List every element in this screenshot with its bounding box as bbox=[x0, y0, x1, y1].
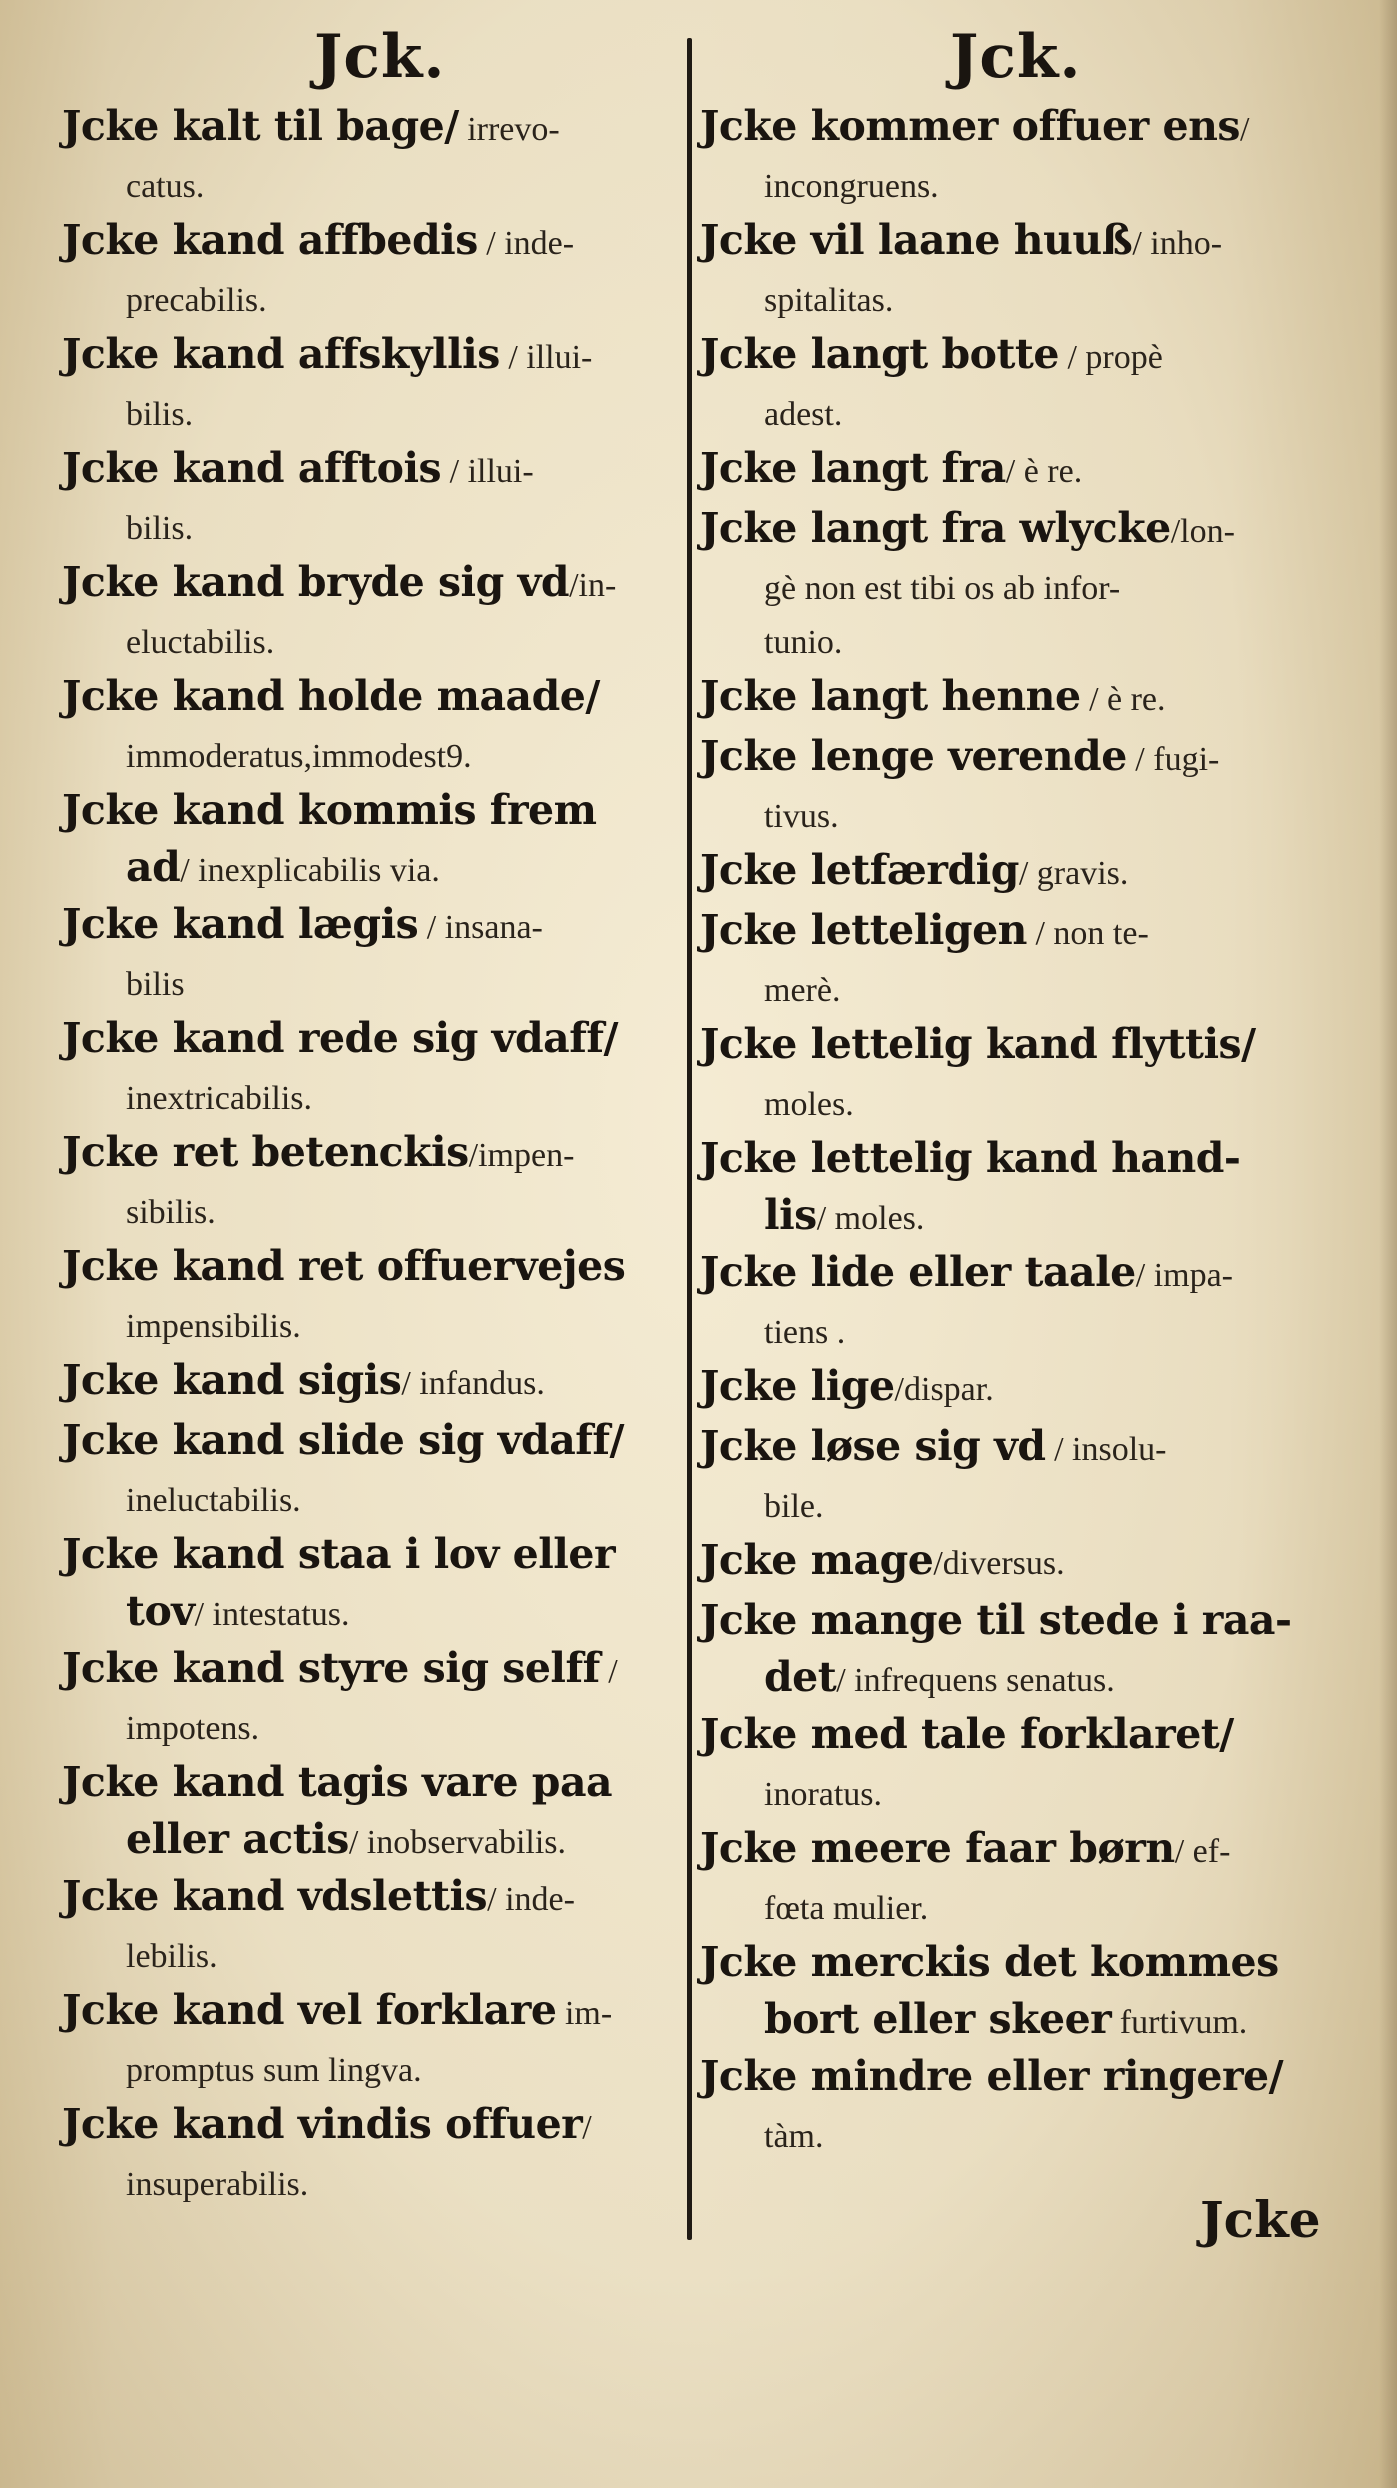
latin-gloss: / è re. bbox=[1005, 453, 1083, 490]
latin-gloss: inextricabilis. bbox=[126, 1080, 313, 1117]
latin-gloss: / è re. bbox=[1080, 681, 1166, 718]
entry-headline bbox=[62, 666, 682, 726]
entry-continuation bbox=[700, 558, 1320, 612]
dictionary-entry bbox=[700, 2046, 1320, 2160]
latin-gloss: / bbox=[599, 1653, 618, 1690]
entry-headline bbox=[700, 210, 1320, 270]
dictionary-entry bbox=[62, 894, 682, 1008]
danish-term: Jcke langt fra wlycke bbox=[700, 504, 1171, 552]
dictionary-entry bbox=[700, 1242, 1320, 1356]
entry-continuation bbox=[62, 156, 682, 210]
latin-gloss: / infrequens senatus. bbox=[836, 1662, 1115, 1699]
danish-term: Jcke kand vindis offuer bbox=[62, 2100, 583, 2148]
latin-gloss: tunio. bbox=[764, 624, 843, 661]
entry-headline bbox=[62, 780, 682, 840]
danish-term: eller actis bbox=[126, 1815, 349, 1863]
danish-term: Jcke kand vdslettis bbox=[62, 1872, 488, 1920]
danish-term: Jcke kand tagis vare paa bbox=[62, 1758, 613, 1806]
danish-term: Jcke langt fra bbox=[700, 444, 1006, 492]
danish-term: Jcke kand kommis frem bbox=[62, 786, 597, 834]
left-running-head: Jck. bbox=[314, 22, 446, 92]
entry-headline bbox=[700, 438, 1320, 498]
latin-gloss: / inexplicabilis via. bbox=[180, 852, 440, 889]
danish-term: Jcke merckis det kommes bbox=[700, 1938, 1279, 1986]
danish-term: Jcke lenge verende bbox=[700, 732, 1127, 780]
entry-continuation bbox=[62, 1182, 682, 1236]
danish-term: lis bbox=[764, 1191, 817, 1239]
entry-continuation bbox=[62, 498, 682, 552]
danish-term: Jcke kand staa i lov eller bbox=[62, 1530, 616, 1578]
latin-gloss: /lon- bbox=[1170, 513, 1235, 550]
entry-continuation bbox=[62, 726, 682, 780]
entry-headline bbox=[700, 1242, 1320, 1302]
latin-gloss: bilis. bbox=[126, 510, 194, 547]
latin-gloss: / bbox=[582, 2109, 592, 2146]
latin-gloss: inoratus. bbox=[764, 1776, 883, 1813]
entry-headline bbox=[700, 726, 1320, 786]
dictionary-entry bbox=[62, 1410, 682, 1524]
column-divider bbox=[687, 38, 692, 2240]
latin-gloss: / fugi- bbox=[1126, 741, 1220, 778]
dictionary-entry bbox=[700, 1356, 1320, 1416]
dictionary-entry bbox=[700, 1530, 1320, 1590]
entry-continuation bbox=[700, 612, 1320, 666]
entry-headline bbox=[62, 324, 682, 384]
latin-gloss: adest. bbox=[764, 396, 843, 433]
latin-gloss: impensibilis. bbox=[126, 1308, 301, 1345]
latin-gloss: / moles. bbox=[816, 1200, 925, 1237]
latin-gloss: / intestatus. bbox=[194, 1596, 350, 1633]
entry-headline bbox=[62, 438, 682, 498]
dictionary-entry bbox=[62, 1008, 682, 1122]
danish-term: tov bbox=[126, 1587, 195, 1635]
latin-gloss: / insana- bbox=[418, 909, 543, 946]
dictionary-entry bbox=[62, 1638, 682, 1752]
entry-headline bbox=[62, 2094, 682, 2154]
entry-headline bbox=[62, 1122, 682, 1182]
entry-headline bbox=[62, 210, 682, 270]
danish-term: ad bbox=[126, 843, 181, 891]
right-entry-list bbox=[700, 96, 1320, 2160]
dictionary-entry bbox=[700, 1416, 1320, 1530]
entry-continuation bbox=[62, 1068, 682, 1122]
danish-term: Jcke med tale forklaret/ bbox=[700, 1710, 1234, 1758]
danish-term: Jcke kommer offuer ens bbox=[700, 102, 1240, 150]
danish-term: Jcke kand slide sig vdaff/ bbox=[62, 1416, 625, 1464]
entry-continuation bbox=[62, 1926, 682, 1980]
danish-term: Jcke mage bbox=[700, 1536, 934, 1584]
latin-gloss: /diversus. bbox=[933, 1545, 1065, 1582]
entry-headline bbox=[62, 1350, 682, 1410]
latin-gloss: incongruens. bbox=[764, 168, 939, 205]
danish-term: Jcke meere faar børn bbox=[700, 1824, 1175, 1872]
latin-gloss: / ef- bbox=[1174, 1833, 1231, 1870]
latin-gloss: precabilis. bbox=[126, 282, 267, 319]
danish-term: Jcke langt botte bbox=[700, 330, 1059, 378]
dictionary-entry bbox=[700, 96, 1320, 210]
danish-term: Jcke løse sig vd bbox=[700, 1422, 1046, 1470]
entry-headline bbox=[700, 1416, 1320, 1476]
entry-headline bbox=[62, 552, 682, 612]
danish-term: Jcke kand styre sig selff bbox=[62, 1644, 600, 1692]
latin-gloss: insuperabilis. bbox=[126, 2166, 309, 2203]
latin-gloss: bile. bbox=[764, 1488, 824, 1525]
entry-headline bbox=[700, 840, 1320, 900]
dictionary-entry bbox=[700, 1014, 1320, 1128]
dictionary-entry bbox=[62, 552, 682, 666]
dictionary-entry bbox=[700, 1128, 1320, 1242]
latin-gloss: gè non est tibi os ab infor- bbox=[764, 570, 1121, 607]
dictionary-entry bbox=[700, 210, 1320, 324]
entry-headline bbox=[700, 1704, 1320, 1764]
danish-term: Jcke lige bbox=[700, 1362, 895, 1410]
dictionary-entry bbox=[62, 1524, 682, 1638]
danish-term: Jcke lettelig kand hand- bbox=[700, 1134, 1241, 1182]
entry-headline bbox=[62, 1524, 682, 1584]
latin-gloss: impotens. bbox=[126, 1710, 260, 1747]
entry-continuation bbox=[62, 270, 682, 324]
latin-gloss: /in- bbox=[569, 567, 617, 604]
entry-continuation bbox=[62, 2040, 682, 2094]
dictionary-entry bbox=[62, 780, 682, 894]
latin-gloss: tivus. bbox=[764, 798, 839, 835]
entry-continuation bbox=[700, 1992, 1320, 2046]
entry-headline bbox=[62, 96, 682, 156]
entry-headline bbox=[700, 96, 1320, 156]
entry-continuation bbox=[700, 384, 1320, 438]
entry-headline bbox=[62, 1980, 682, 2040]
danish-term: bort eller skeer bbox=[764, 1995, 1112, 2043]
entry-continuation bbox=[62, 1812, 682, 1866]
latin-gloss: immoderatus,immodest9. bbox=[126, 738, 472, 775]
danish-term: Jcke kand rede sig vdaff/ bbox=[62, 1014, 618, 1062]
latin-gloss: im- bbox=[556, 1995, 613, 2032]
latin-gloss: / illui- bbox=[441, 453, 534, 490]
latin-gloss: furtivum. bbox=[1111, 2004, 1248, 2041]
latin-gloss: merè. bbox=[764, 972, 841, 1009]
entry-continuation bbox=[62, 612, 682, 666]
latin-gloss: bilis bbox=[126, 966, 185, 1003]
danish-term: Jcke lide eller taale bbox=[700, 1248, 1136, 1296]
dictionary-entry bbox=[62, 1122, 682, 1236]
entry-continuation bbox=[700, 786, 1320, 840]
dictionary-entry bbox=[700, 900, 1320, 1014]
danish-term: Jcke vil laane huuß bbox=[700, 216, 1133, 264]
dictionary-entry bbox=[700, 498, 1320, 666]
entry-continuation bbox=[700, 960, 1320, 1014]
danish-term: Jcke kalt til bage/ bbox=[62, 102, 459, 150]
entry-headline bbox=[62, 1410, 682, 1470]
page-edge-shadow bbox=[1379, 0, 1397, 2488]
entry-continuation bbox=[62, 1584, 682, 1638]
entry-continuation bbox=[700, 156, 1320, 210]
latin-gloss: / propè bbox=[1058, 339, 1163, 376]
danish-term: Jcke kand sigis bbox=[62, 1356, 402, 1404]
entry-headline bbox=[700, 1530, 1320, 1590]
latin-gloss: / impa- bbox=[1135, 1257, 1234, 1294]
latin-gloss: / insolu- bbox=[1045, 1431, 1167, 1468]
latin-gloss: / gravis. bbox=[1018, 855, 1129, 892]
danish-term: Jcke kand affskyllis bbox=[62, 330, 500, 378]
entry-headline bbox=[700, 1014, 1320, 1074]
entry-headline bbox=[62, 1008, 682, 1068]
dictionary-entry bbox=[700, 726, 1320, 840]
latin-gloss: lebilis. bbox=[126, 1938, 218, 1975]
entry-continuation bbox=[700, 1302, 1320, 1356]
latin-gloss: / inde- bbox=[477, 225, 575, 262]
right-running-head: Jck. bbox=[950, 22, 1082, 92]
danish-term: Jcke letfærdig bbox=[700, 846, 1019, 894]
danish-term: Jcke kand ret offuervejes bbox=[62, 1242, 626, 1290]
danish-term: Jcke kand bryde sig vd bbox=[62, 558, 570, 606]
dictionary-entry bbox=[62, 1866, 682, 1980]
dictionary-entry bbox=[700, 666, 1320, 726]
danish-term: Jcke kand vel forklare bbox=[62, 1986, 557, 2034]
catchword: Jcke bbox=[1200, 2190, 1321, 2249]
dictionary-entry bbox=[62, 2094, 682, 2208]
entry-continuation bbox=[62, 840, 682, 894]
dictionary-entry bbox=[62, 1236, 682, 1350]
latin-gloss: sibilis. bbox=[126, 1194, 216, 1231]
entry-continuation bbox=[62, 1698, 682, 1752]
latin-gloss: / bbox=[1239, 111, 1250, 148]
dictionary-entry bbox=[700, 1818, 1320, 1932]
dictionary-entry bbox=[700, 1590, 1320, 1704]
entry-continuation bbox=[62, 954, 682, 1008]
entry-headline bbox=[62, 894, 682, 954]
dictionary-entry bbox=[700, 438, 1320, 498]
entry-continuation bbox=[700, 1476, 1320, 1530]
latin-gloss: eluctabilis. bbox=[126, 624, 275, 661]
dictionary-entry bbox=[62, 666, 682, 780]
danish-term: Jcke ret betenckis bbox=[62, 1128, 469, 1176]
dictionary-entry bbox=[700, 1704, 1320, 1818]
entry-headline bbox=[700, 666, 1320, 726]
entry-continuation bbox=[62, 2154, 682, 2208]
latin-gloss: ineluctabilis. bbox=[126, 1482, 301, 1519]
entry-continuation bbox=[700, 1188, 1320, 1242]
danish-term: Jcke mange til stede i raa- bbox=[700, 1596, 1292, 1644]
latin-gloss: bilis. bbox=[126, 396, 194, 433]
dictionary-entry bbox=[62, 1350, 682, 1410]
latin-gloss: spitalitas. bbox=[764, 282, 894, 319]
entry-headline bbox=[700, 2046, 1320, 2106]
latin-gloss: promptus sum lingva. bbox=[126, 2052, 422, 2089]
latin-gloss: / illui- bbox=[499, 339, 593, 376]
dictionary-entry bbox=[62, 324, 682, 438]
danish-term: Jcke mindre eller ringere/ bbox=[700, 2052, 1284, 2100]
danish-term: Jcke kand holde maade/ bbox=[62, 672, 600, 720]
latin-gloss: / non te- bbox=[1026, 915, 1149, 952]
dictionary-entry bbox=[62, 1980, 682, 2094]
entry-headline bbox=[700, 1818, 1320, 1878]
entry-headline bbox=[700, 1356, 1320, 1416]
entry-continuation bbox=[62, 1470, 682, 1524]
entry-continuation bbox=[62, 1296, 682, 1350]
latin-gloss: / inho- bbox=[1132, 225, 1223, 262]
danish-term: Jcke kand afftois bbox=[62, 444, 442, 492]
dictionary-entry bbox=[700, 840, 1320, 900]
entry-headline bbox=[62, 1752, 682, 1812]
latin-gloss: tiens . bbox=[764, 1314, 846, 1351]
entry-headline bbox=[700, 1128, 1320, 1188]
danish-term: Jcke letteligen bbox=[700, 906, 1027, 954]
entry-continuation bbox=[700, 1074, 1320, 1128]
dictionary-entry bbox=[700, 1932, 1320, 2046]
danish-term: Jcke kand affbedis bbox=[62, 216, 478, 264]
entry-headline bbox=[700, 900, 1320, 960]
entry-headline bbox=[62, 1638, 682, 1698]
latin-gloss: irrevo- bbox=[458, 111, 560, 148]
dictionary-entry bbox=[700, 324, 1320, 438]
entry-headline bbox=[62, 1866, 682, 1926]
latin-gloss: moles. bbox=[764, 1086, 854, 1123]
danish-term: det bbox=[764, 1653, 837, 1701]
entry-headline bbox=[62, 1236, 682, 1296]
danish-term: Jcke kand lægis bbox=[62, 900, 419, 948]
entry-headline bbox=[700, 1932, 1320, 1992]
latin-gloss: catus. bbox=[126, 168, 205, 205]
latin-gloss: /dispar. bbox=[894, 1371, 994, 1408]
latin-gloss: fœta mulier. bbox=[764, 1890, 929, 1927]
danish-term: Jcke lettelig kand flyttis/ bbox=[700, 1020, 1256, 1068]
latin-gloss: / inobservabilis. bbox=[348, 1824, 567, 1861]
left-entry-list bbox=[62, 96, 682, 2208]
entry-headline bbox=[700, 1590, 1320, 1650]
danish-term: Jcke langt henne bbox=[700, 672, 1081, 720]
entry-continuation bbox=[700, 270, 1320, 324]
latin-gloss: tàm. bbox=[764, 2118, 824, 2155]
latin-gloss: / infandus. bbox=[401, 1365, 545, 1402]
dictionary-entry bbox=[62, 210, 682, 324]
entry-headline bbox=[700, 498, 1320, 558]
dictionary-entry bbox=[62, 438, 682, 552]
latin-gloss: / inde- bbox=[487, 1881, 575, 1918]
entry-continuation bbox=[700, 1650, 1320, 1704]
entry-continuation bbox=[62, 384, 682, 438]
dictionary-entry bbox=[62, 1752, 682, 1866]
entry-headline bbox=[700, 324, 1320, 384]
entry-continuation bbox=[700, 1764, 1320, 1818]
entry-continuation bbox=[700, 2106, 1320, 2160]
entry-continuation bbox=[700, 1878, 1320, 1932]
latin-gloss: /impen- bbox=[468, 1137, 575, 1174]
dictionary-entry bbox=[62, 96, 682, 210]
